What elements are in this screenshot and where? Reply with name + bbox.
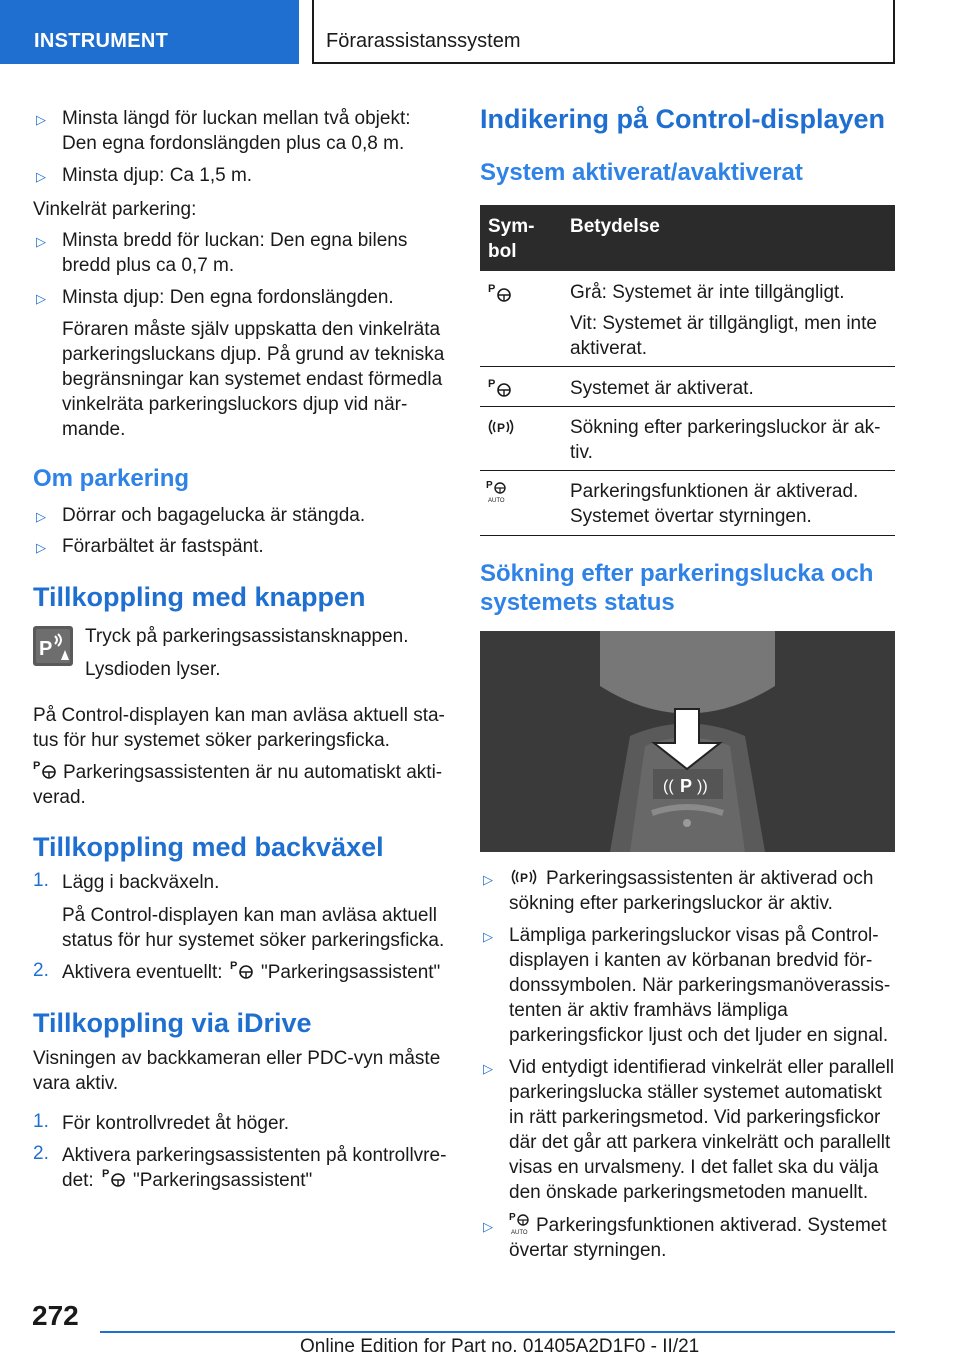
bullet-triangle-icon: ▷ [483,1061,493,1076]
bullet-triangle-icon: ▷ [36,509,46,524]
bullet-text: Den egna fordonslängden plus ca 0,8 m. [62,133,405,154]
step-number: 1. [33,1111,49,1132]
footer-edition: Online Edition for Part no. 01405A2D1F0 - II/21 [300,1336,700,1357]
svg-text:P: P [486,480,493,491]
table-cell: Systemet är aktiverat. [570,378,754,399]
bullet-triangle-icon: ▷ [36,112,46,127]
table-divider [480,470,895,471]
parking-assistant-active-icon [488,376,514,398]
sub-heading: Sökning efter parkeringslucka och [480,560,874,587]
step-text: För kontrollvredet åt höger. [62,1113,290,1134]
paragraph: Föraren måste själv uppskatta den vinkelräta [62,319,441,340]
bullet-text: visas en urvalsmeny. I det fallet ska du välja [509,1157,879,1178]
paragraph: Tryck på parkeringsassistansknappen. [85,626,409,647]
step-number: 2. [33,1143,49,1164]
col-symbol-header: bol [488,241,517,262]
bullet-text: sökning efter parkeringsluckor är aktiv. [509,893,833,914]
table-cell: Systemet övertar styrningen. [570,506,812,527]
paragraph: verad. [33,787,86,808]
page-number: 272 [32,1300,79,1331]
bullet-text: Minsta bredd för luckan: Den egna bilens [62,230,408,251]
sub-heading: System aktiverat/avaktiverat [480,159,803,186]
bullet-triangle-icon: ▷ [36,234,46,249]
table-divider [480,366,895,367]
parking-assistant-icon [102,1166,128,1188]
svg-text:)): )) [697,778,708,795]
table-divider [480,406,895,407]
bullet-text: donssymbolen. När parkeringsmanöverassis- [509,975,891,996]
paragraph: Parkeringsassistenten är nu automatiskt akti- [63,762,443,783]
step-text: det: [62,1170,94,1191]
svg-text:P: P [488,283,496,295]
step-text: Aktivera eventuellt: [62,962,223,983]
bullet-text: Lämpliga parkeringsluckor visas på Control- [509,925,879,946]
section-heading: Om parkering [33,465,190,492]
section-heading: Tillkoppling med knappen [33,582,366,612]
table-cell: aktiverat. [570,338,648,359]
header-section-label: INSTRUMENT [34,30,169,52]
table-cell: Parkeringsfunktionen är aktiverad. [570,481,859,502]
section-heading: Tillkoppling via iDrive [33,1008,312,1038]
step-text: Lägg i backväxeln. [62,872,220,893]
parking-search-icon [509,866,539,888]
paragraph: På Control-displayen kan man avläsa aktuell [62,905,437,926]
section-heading: Tillkoppling med backväxel [33,832,384,862]
bullet-text: där det går att parkera vinkelrätt och parallellt [509,1132,891,1153]
table-cell: Vit: Systemet är tillgängligt, men inte [570,313,877,334]
svg-text:P: P [39,638,53,660]
bullet-text: Parkeringsfunktionen aktiverad. Systemet [536,1215,887,1236]
bullet-text: Minsta djup: Ca 1,5 m. [62,165,253,186]
step-text: "Parkeringsassistent" [133,1170,313,1191]
paragraph: parkeringsluckans djup. På grund av tekniska [62,344,445,365]
table-cell: tiv. [570,442,593,463]
step-number: 1. [33,870,49,891]
header-section-tab [0,0,299,64]
parking-assistant-icon [230,958,256,980]
footer-divider [100,1331,895,1333]
bullet-text: displayen i kanten av körbanan bredvid för- [509,950,873,971]
step-text: "Parkeringsassistent" [261,962,441,983]
parking-assistant-icon [488,281,514,303]
col-meaning-header: Betydelse [570,216,660,237]
table-divider [480,535,895,536]
header-chapter-label: Förarassistanssystem [326,30,521,52]
col-symbol-header: Sym- [488,216,535,237]
symbol-table-header [480,205,895,271]
svg-text:AUTO: AUTO [511,1230,528,1236]
bullet-text: Parkeringsassistenten är aktiverad och [546,868,874,889]
bullet-text: övertar styrningen. [509,1240,667,1261]
svg-text:AUTO: AUTO [488,498,505,504]
parking-search-icon [486,416,516,438]
bullet-text: Minsta längd för luckan mellan två objekt: [62,108,411,129]
svg-text:P: P [102,1168,110,1180]
bullet-text: parkeringsfickor ljust och det ljuder en signal. [509,1025,889,1046]
table-cell: Grå: Systemet är inte tillgängligt. [570,282,845,303]
bullet-triangle-icon: ▷ [36,291,46,306]
parking-assistant-active-icon [33,758,59,780]
bullet-triangle-icon: ▷ [36,540,46,555]
svg-text:P: P [230,960,238,972]
header-chapter-box [312,0,895,64]
bullet-triangle-icon: ▷ [483,1219,493,1234]
paragraph: begränsningar kan systemet endast förmedla [62,369,443,390]
paragraph: På Control-displayen kan man avläsa aktuell sta- [33,705,445,726]
bullet-text: Minsta djup: Den egna fordonslängden. [62,287,394,308]
sub-heading: systemets status [480,589,675,616]
parking-assistant-button-icon [33,626,73,666]
bullet-triangle-icon: ▷ [36,169,46,184]
bullet-text: Dörrar och bagagelucka är stängda. [62,505,366,526]
paragraph: Lysdioden lyser. [85,659,221,680]
bullet-text: den önskade parkeringsmetoden manuellt. [509,1182,869,1203]
paragraph: vara aktiv. [33,1073,119,1094]
svg-text:P: P [509,1212,516,1223]
paragraph: tus för hur systemet söker parkeringsficka. [33,730,390,751]
bullet-text: parkeringslucka ställer systemet automatiskt [509,1082,882,1103]
svg-text:P: P [488,378,496,390]
bullet-triangle-icon: ▷ [483,872,493,887]
step-text: Aktivera parkeringsassistenten på kontrollvre- [62,1145,447,1166]
paragraph: vinkelräta parkeringsluckors djup vid när- [62,394,408,415]
svg-text:P: P [520,871,529,885]
svg-text:((: (( [663,778,674,795]
bullet-text: tenten är aktiv framhävs lämpliga [509,1000,788,1021]
svg-text:P: P [497,421,506,435]
parking-auto-icon [509,1210,537,1236]
page-section-title: Indikering på Control-displayen [480,104,886,134]
paragraph: status för hur systemet söker parkeringsficka. [62,930,445,951]
bullet-text: Förarbältet är fastspänt. [62,536,264,557]
bullet-text: Vid entydigt identifierad vinkelrät eller parallell [509,1057,895,1078]
control-display-illustration [480,631,895,852]
bullet-text: bredd plus ca 0,7 m. [62,255,235,276]
svg-text:P: P [680,776,693,796]
bullet-triangle-icon: ▷ [483,929,493,944]
table-cell: Sökning efter parkeringsluckor är ak- [570,417,881,438]
step-number: 2. [33,960,49,981]
bullet-text: in rätt parkeringsmetod. Vid parkeringsfickor [509,1107,881,1128]
paragraph: mande. [62,419,126,440]
paragraph: Visningen av backkameran eller PDC-vyn måste [33,1048,441,1069]
parking-auto-icon [486,478,514,504]
paragraph: Vinkelrät parkering: [33,199,197,220]
svg-text:P: P [33,760,41,772]
